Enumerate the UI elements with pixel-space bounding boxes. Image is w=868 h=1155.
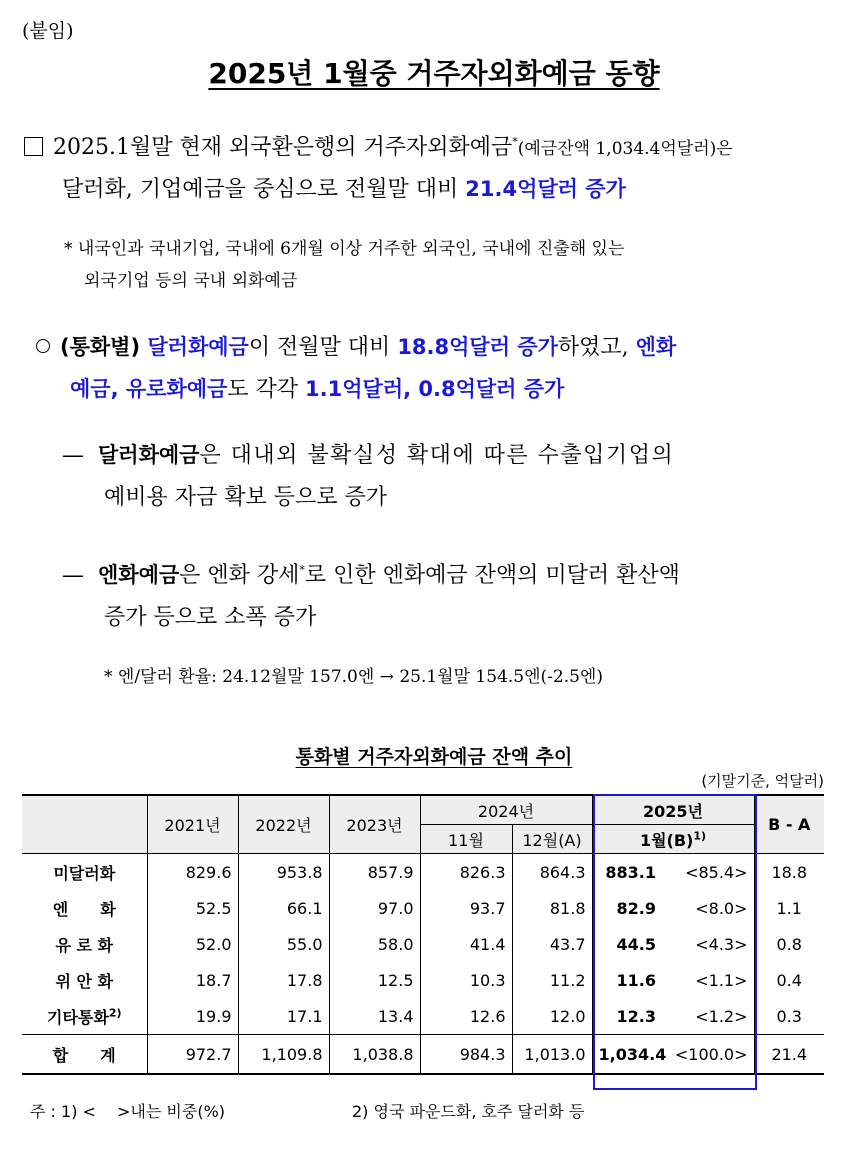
highlight-jpy: 엔화 [635,335,677,359]
table-title-text: 통화별 거주자외화예금 잔액 추이 [295,746,573,768]
cell-m12: 11.2 [512,962,592,998]
cell-v2021: 829.6 [147,854,238,891]
summary-note-line-1: * 내국인과 국내기업, 국내에 6개월 이상 거주한 외국인, 국내에 진출해 있는 [64,239,625,259]
body-text: 은 엔화 강세 [179,563,300,588]
header-2022: 2022년 [238,795,329,854]
highlight-usd-increase: 18.8억달러 증가 [397,335,558,359]
row-label-text: 합 계 [52,1045,116,1065]
header-diff: B - A [754,795,824,854]
cell-m1: 12.3 [592,998,662,1035]
cell-v2021: 18.7 [147,962,238,998]
table-title [0,742,868,769]
row-label [22,1035,147,1075]
table-body [22,854,824,1075]
cell-v2023: 12.5 [329,962,420,998]
cell-v2023: 58.0 [329,926,420,962]
cell-diff: 0.3 [754,998,824,1035]
cell-share: <1.1> [695,970,748,990]
header-jan [592,825,754,854]
cell-diff: 1.1 [754,890,824,926]
cell-v2022: 953.8 [238,854,329,891]
cell-share: <1.2> [695,1006,748,1026]
cell-m1: 44.5 [592,926,662,962]
cell-v2022: 55.0 [238,926,329,962]
cell-diff: 21.4 [754,1035,824,1075]
cell-m11: 984.3 [420,1035,512,1075]
cell-m12: 81.8 [512,890,592,926]
body-text: 이 전월말 대비 [248,335,398,360]
dash-icon: — [62,563,98,588]
row-label [22,854,147,891]
body-text: 도 각각 [227,377,306,402]
cell-m12: 12.0 [512,998,592,1035]
header-blank [22,795,147,854]
table-row [22,926,824,962]
currency-line-1 [36,330,676,361]
row-label [22,998,147,1035]
row-label-text: 위 안 화 [55,971,113,991]
currency-line-2 [70,372,564,403]
cell-diff: 0.4 [754,962,824,998]
cell-v2021: 972.7 [147,1035,238,1075]
header-2023: 2023년 [329,795,420,854]
section-label: (통화별) [60,335,148,359]
cell-m12: 864.3 [512,854,592,891]
cell-share: <100.0> [662,1035,754,1075]
cell-m11: 12.6 [420,998,512,1035]
footnote-marker: * [512,135,518,149]
dash-item-usd-line-1 [62,438,674,469]
cell-v2022: 17.8 [238,962,329,998]
table-row [22,962,824,998]
dash-usd-label: 달러화예금 [98,443,200,467]
cell-v2021: 52.0 [147,926,238,962]
square-bullet-icon [24,137,43,156]
cell-v2021: 52.5 [147,890,238,926]
cell-m11: 10.3 [420,962,512,998]
cell-v2021: 19.9 [147,998,238,1035]
cell-v2022: 17.1 [238,998,329,1035]
header-2025: 2025년 [592,795,754,825]
highlight-jpy-eur-increase: 1.1억달러, 0.8억달러 증가 [305,377,565,401]
cell-m11: 826.3 [420,854,512,891]
dash-item-usd-line-2: 예비용 자금 확보 등으로 증가 [104,485,387,510]
circle-bullet-icon [36,339,50,353]
dash-item-jpy-line-2: 증가 등으로 소폭 증가 [104,605,317,630]
body-text: 하였고, [557,335,636,360]
header-jan-sup: 1) [693,829,707,843]
summary-line-1 [24,130,733,161]
table-unit: (기말기준, 억달러) [701,772,824,790]
summary-balance: (예금잔액 1,034.4억달러)은 [517,139,733,159]
table-row [22,890,824,926]
cell-v2022: 66.1 [238,890,329,926]
cell-share: <4.3> [695,934,748,954]
summary-text: 2025.1월말 현재 외국환은행의 거주자외화예금 [53,135,513,160]
cell-m1: 883.1 [592,854,662,891]
row-label-text: 기타통화 [46,1007,109,1027]
body-text: 로 인한 엔화예금 잔액의 미달러 환산액 [304,563,680,588]
dash-jpy-label: 엔화예금 [98,563,180,587]
table-row [22,998,824,1035]
cell-diff: 0.8 [754,926,824,962]
summary-note-line-2: 외국기업 등의 국내 외화예금 [84,271,298,291]
cell-m12: 43.7 [512,926,592,962]
table-total-row [22,1035,824,1075]
cell-m1: 1,034.4 [592,1035,662,1075]
body-text: 은 대내외 불확실성 확대에 따른 수출입기업의 [199,443,675,468]
row-label-text: 유 로 화 [55,935,113,955]
table-footnote-2: 2) 영국 파운드화, 호주 달러화 등 [352,1102,585,1121]
dash-icon: — [62,443,98,468]
balance-table [22,794,824,1075]
cell-m11: 41.4 [420,926,512,962]
row-label [22,926,147,962]
cell-share: <8.0> [695,898,748,918]
cell-m12: 1,013.0 [512,1035,592,1075]
cell-m1: 11.6 [592,962,662,998]
row-label-text: 엔 화 [52,899,116,919]
header-2021: 2021년 [147,795,238,854]
footnote-marker: * [299,563,305,577]
summary-line-2 [62,172,626,203]
cell-v2023: 1,038.8 [329,1035,420,1075]
cell-v2022: 1,109.8 [238,1035,329,1075]
header-dec: 12월(A) [512,825,592,854]
fx-rate-note: * 엔/달러 환율: 24.12월말 157.0엔 → 25.1월말 154.5엔(-2.5엔) [104,667,603,687]
summary-text: 달러화, 기업예금을 중심으로 전월말 대비 [62,177,466,202]
cell-v2023: 13.4 [329,998,420,1035]
header-nov: 11월 [420,825,512,854]
cell-diff: 18.8 [754,854,824,891]
page-title [0,52,868,92]
header-jan-text: 1월(B) [639,830,694,850]
page-title-text: 2025년 1월중 거주자외화예금 동향 [208,57,660,90]
summary-highlight: 21.4억달러 증가 [465,177,626,201]
header-2024: 2024년 [420,795,592,825]
row-label [22,890,147,926]
row-label [22,962,147,998]
cell-v2023: 97.0 [329,890,420,926]
cell-v2023: 857.9 [329,854,420,891]
highlight-jpy-eur: 예금, 유로화예금 [70,377,228,401]
attachment-label: (붙임) [22,20,74,42]
highlight-usd: 달러화예금 [147,335,249,359]
table-footnote-1: 주 : 1) < >내는 비중(%) [30,1102,226,1121]
cell-m1: 82.9 [592,890,662,926]
row-label-sup: 2) [108,1006,122,1020]
table-row [22,854,824,891]
dash-item-jpy-line-1 [62,558,680,589]
row-label-text: 미달러화 [53,863,116,883]
cell-m11: 93.7 [420,890,512,926]
cell-share: <85.4> [685,862,748,882]
